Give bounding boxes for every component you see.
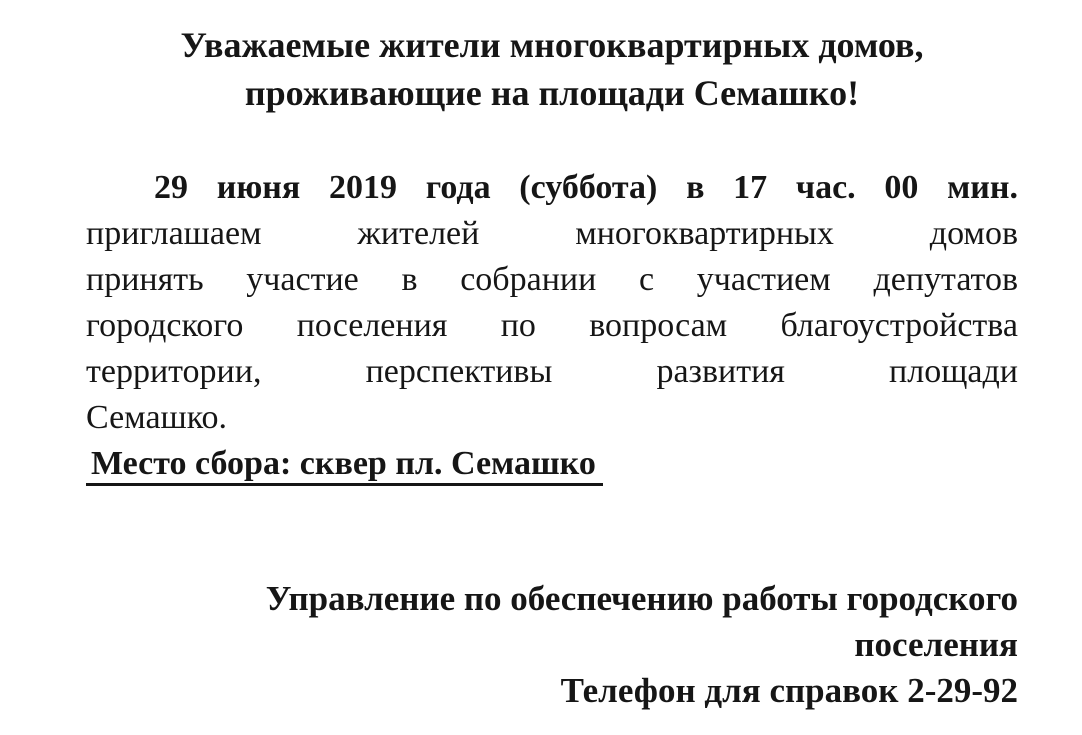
paragraph-line: принять участие в собрании с участием депутатов bbox=[86, 261, 1018, 298]
paragraph-line: территории, перспективы развития площади bbox=[86, 353, 1018, 390]
date-time-line: 29 июня 2019 года (суббота) в 17 час. 00 мин. bbox=[154, 169, 1018, 206]
notice-paragraph bbox=[86, 165, 1018, 487]
title-line-1: Уважаемые жители многоквартирных домов, bbox=[180, 25, 924, 65]
footer-line-3: Телефон для справок 2-29-92 bbox=[560, 671, 1018, 710]
paragraph-line: городского поселения по вопросам благоустройства bbox=[86, 307, 1018, 344]
paragraph-line: Семашко. bbox=[86, 399, 228, 436]
footer-block bbox=[86, 576, 1018, 714]
footer-line-1: Управление по обеспечению работы городского bbox=[265, 579, 1018, 618]
footer-line-2: поселения bbox=[854, 625, 1018, 664]
notice-title bbox=[86, 21, 1018, 117]
meeting-place-text: Место сбора: сквер пл. Семашко bbox=[86, 445, 603, 486]
title-line-2: проживающие на площади Семашко! bbox=[244, 73, 860, 113]
paragraph-line: приглашаем жителей многоквартирных домов bbox=[86, 215, 1018, 252]
meeting-place-line bbox=[86, 441, 1018, 487]
document-content bbox=[86, 0, 1018, 714]
